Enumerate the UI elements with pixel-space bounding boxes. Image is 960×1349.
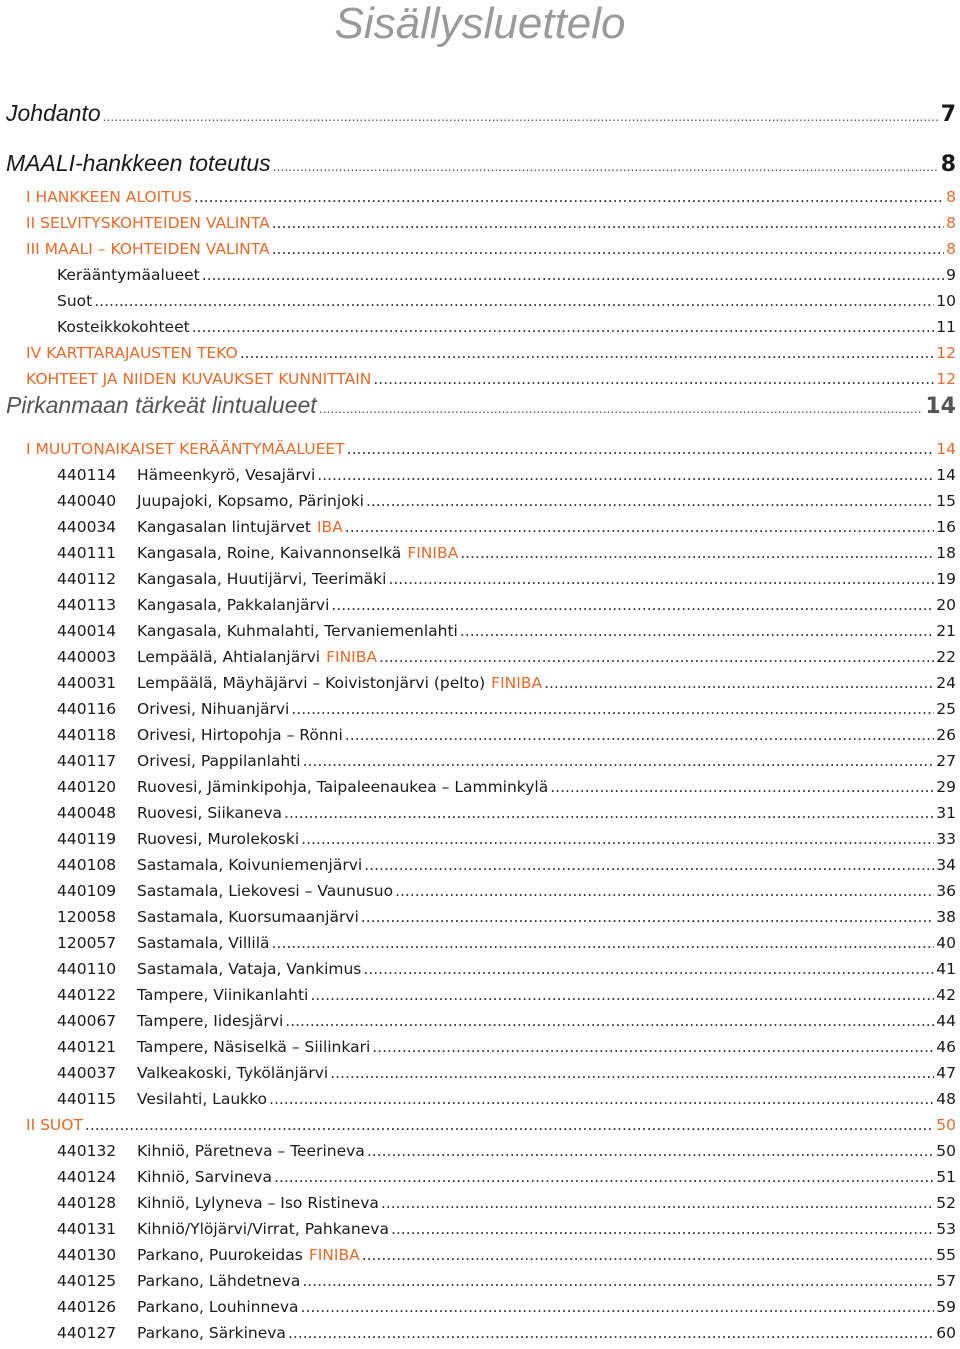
dot-leader bbox=[317, 466, 934, 484]
page-number: 55 bbox=[936, 1246, 956, 1264]
site-name: Parkano, Puurokeidas bbox=[137, 1246, 303, 1264]
dot-leader bbox=[301, 830, 934, 848]
designation-tag: FINIBA bbox=[308, 1246, 360, 1264]
site-name: Vesilahti, Laukko bbox=[137, 1090, 268, 1108]
dot-leader bbox=[274, 1168, 934, 1186]
site-code: 440116 bbox=[57, 700, 117, 718]
toc-entry bbox=[6, 150, 956, 177]
toc-entry bbox=[26, 214, 956, 232]
dot-leader bbox=[347, 440, 935, 458]
site-code: 440130 bbox=[57, 1246, 117, 1264]
toc-entry-label bbox=[57, 544, 458, 562]
toc-entry-label bbox=[57, 648, 377, 666]
dot-leader bbox=[240, 344, 935, 362]
site-name: Sastamala, Villilä bbox=[137, 934, 270, 952]
toc-entry bbox=[57, 986, 956, 1004]
site-code: 440132 bbox=[57, 1142, 117, 1160]
toc-entry bbox=[57, 266, 956, 284]
site-code: 440112 bbox=[57, 570, 117, 588]
dot-leader bbox=[310, 986, 934, 1004]
toc-entry bbox=[57, 518, 956, 536]
page-number: 8 bbox=[946, 214, 956, 232]
toc-entry bbox=[57, 570, 956, 588]
site-code: 440115 bbox=[57, 1090, 117, 1108]
toc-entry bbox=[57, 1142, 956, 1160]
subsection-label: Kosteikkokohteet bbox=[57, 318, 190, 336]
section-heading: I HANKKEEN ALOITUS bbox=[26, 188, 192, 206]
designation-tag: FINIBA bbox=[326, 648, 377, 666]
site-name: Tampere, Iidesjärvi bbox=[137, 1012, 284, 1030]
site-name: Kihniö, Päretneva – Teerineva bbox=[137, 1142, 365, 1160]
toc-entry bbox=[57, 318, 956, 336]
dot-leader bbox=[381, 1194, 934, 1212]
site-code: 440128 bbox=[57, 1194, 117, 1212]
site-name: Valkeakoski, Tykölänjärvi bbox=[137, 1064, 329, 1082]
toc-entry-label bbox=[57, 1194, 379, 1212]
toc-entry-label bbox=[57, 1038, 370, 1056]
page-number: 15 bbox=[936, 492, 956, 510]
section-heading: II SUOT bbox=[26, 1116, 83, 1134]
toc-entry-label bbox=[57, 804, 282, 822]
toc-entry bbox=[57, 1194, 956, 1212]
site-code: 440126 bbox=[57, 1298, 117, 1316]
dot-leader bbox=[302, 1272, 934, 1290]
toc-entry bbox=[57, 596, 956, 614]
toc-entry-label bbox=[57, 856, 362, 874]
site-name: Lempäälä, Ahtialanjärvi bbox=[137, 648, 321, 666]
page-number: 25 bbox=[936, 700, 956, 718]
site-code: 440108 bbox=[57, 856, 117, 874]
dot-leader bbox=[364, 856, 934, 874]
toc-entry bbox=[57, 466, 956, 484]
site-code: 440031 bbox=[57, 674, 117, 692]
toc-entry bbox=[26, 370, 956, 388]
page-number: 24 bbox=[936, 674, 956, 692]
site-code: 440003 bbox=[57, 648, 117, 666]
toc-entry bbox=[57, 622, 956, 640]
page-number: 19 bbox=[936, 570, 956, 588]
page-number: 36 bbox=[936, 882, 956, 900]
dot-leader bbox=[288, 1324, 934, 1342]
toc-entry-label bbox=[57, 596, 329, 614]
page-number: 14 bbox=[936, 440, 956, 458]
page-title: Sisällysluettelo bbox=[334, 0, 626, 48]
dot-leader bbox=[379, 648, 934, 666]
page-number: 42 bbox=[936, 986, 956, 1004]
designation-tag: IBA bbox=[316, 518, 343, 536]
site-name: Sastamala, Liekovesi – Vaunusuo bbox=[137, 882, 394, 900]
site-name: Tampere, Näsiselkä – Siilinkari bbox=[137, 1038, 371, 1056]
site-name: Parkano, Louhinneva bbox=[137, 1298, 299, 1316]
toc-entry-label bbox=[57, 908, 359, 926]
page-number: 14 bbox=[936, 466, 956, 484]
toc-entry-label bbox=[57, 1272, 300, 1290]
page-number: 57 bbox=[936, 1272, 956, 1290]
dot-leader bbox=[345, 518, 934, 536]
dot-leader bbox=[94, 292, 934, 310]
page-number: 14 bbox=[925, 394, 956, 419]
site-code: 440131 bbox=[57, 1220, 117, 1238]
site-name: Ruovesi, Jäminkipohja, Taipaleenaukea – Lamminkylä bbox=[137, 778, 549, 796]
dot-leader bbox=[388, 570, 934, 588]
designation-tag: FINIBA bbox=[407, 544, 459, 562]
page-number: 44 bbox=[936, 1012, 956, 1030]
dot-leader bbox=[363, 960, 934, 978]
toc-entry-label bbox=[57, 1090, 267, 1108]
page-number: 48 bbox=[936, 1090, 956, 1108]
page-number: 52 bbox=[936, 1194, 956, 1212]
toc-entry bbox=[57, 1038, 956, 1056]
toc-entry-label bbox=[57, 1142, 365, 1160]
toc-entry bbox=[26, 188, 956, 206]
toc-entry bbox=[57, 882, 956, 900]
page-number: 50 bbox=[936, 1116, 956, 1134]
page-number: 47 bbox=[936, 1064, 956, 1082]
toc-entry bbox=[6, 100, 956, 127]
section-heading: IV KARTTARAJAUSTEN TEKO bbox=[26, 344, 238, 362]
toc-entry-label bbox=[57, 674, 542, 692]
toc-entry bbox=[26, 440, 956, 458]
page-number: 38 bbox=[936, 908, 956, 926]
dot-leader bbox=[460, 544, 934, 562]
toc-entry bbox=[57, 700, 956, 718]
toc-entry bbox=[57, 1220, 956, 1238]
page-number: 21 bbox=[936, 622, 956, 640]
toc-entry bbox=[57, 1012, 956, 1030]
page-number: 53 bbox=[936, 1220, 956, 1238]
toc-entry-label bbox=[57, 466, 315, 484]
site-code: 440117 bbox=[57, 752, 117, 770]
dot-leader bbox=[367, 1142, 934, 1160]
toc-entry-label bbox=[57, 1246, 360, 1264]
page-number: 31 bbox=[936, 804, 956, 822]
page-number: 12 bbox=[936, 370, 956, 388]
section-heading: I MUUTONAIKAISET KERÄÄNTYMÄALUEET bbox=[26, 440, 345, 458]
toc-entry bbox=[57, 908, 956, 926]
page-number: 33 bbox=[936, 830, 956, 848]
site-code: 440037 bbox=[57, 1064, 117, 1082]
toc-entry bbox=[57, 804, 956, 822]
site-code: 440067 bbox=[57, 1012, 117, 1030]
page-number: 46 bbox=[936, 1038, 956, 1056]
toc-entry bbox=[57, 1272, 956, 1290]
chapter-heading: Johdanto bbox=[6, 100, 101, 126]
dot-leader bbox=[395, 882, 934, 900]
toc-entry bbox=[57, 292, 956, 310]
toc-entry-label bbox=[57, 960, 361, 978]
dot-leader bbox=[269, 1090, 934, 1108]
site-name: Orivesi, Nihuanjärvi bbox=[137, 700, 290, 718]
toc-entry-label bbox=[57, 726, 343, 744]
toc-entry-label bbox=[57, 518, 343, 536]
toc-entry-label bbox=[57, 1012, 283, 1030]
page-number: 11 bbox=[936, 318, 956, 336]
site-name: Hämeenkyrö, Vesajärvi bbox=[137, 466, 316, 484]
site-code: 440113 bbox=[57, 596, 117, 614]
page-number: 20 bbox=[936, 596, 956, 614]
toc-entry bbox=[57, 674, 956, 692]
page-number: 18 bbox=[936, 544, 956, 562]
page-number: 8 bbox=[940, 152, 956, 177]
dot-leader bbox=[194, 188, 944, 206]
dot-leader bbox=[331, 596, 934, 614]
page-number: 60 bbox=[936, 1324, 956, 1342]
toc-entry-label bbox=[57, 882, 393, 900]
page-number: 50 bbox=[936, 1142, 956, 1160]
dot-leader bbox=[285, 1012, 934, 1030]
toc-entry bbox=[57, 778, 956, 796]
site-code: 440124 bbox=[57, 1168, 117, 1186]
page-number: 59 bbox=[936, 1298, 956, 1316]
page-number: 22 bbox=[936, 648, 956, 666]
page-number: 8 bbox=[946, 188, 956, 206]
toc-entry bbox=[57, 492, 956, 510]
dot-leader bbox=[366, 492, 934, 510]
site-code: 440125 bbox=[57, 1272, 117, 1290]
page-number: 12 bbox=[936, 344, 956, 362]
section-heading: II SELVITYSKOHTEIDEN VALINTA bbox=[26, 214, 270, 232]
site-code: 440118 bbox=[57, 726, 117, 744]
page-number: 26 bbox=[936, 726, 956, 744]
toc-entry bbox=[57, 648, 956, 666]
site-code: 440110 bbox=[57, 960, 117, 978]
site-code: 440120 bbox=[57, 778, 117, 796]
page-number: 40 bbox=[936, 934, 956, 952]
dot-leader bbox=[319, 400, 924, 416]
page-number: 29 bbox=[936, 778, 956, 796]
toc-entry bbox=[26, 344, 956, 362]
toc-entry-label bbox=[57, 1298, 299, 1316]
dot-leader bbox=[103, 108, 939, 124]
toc-entry bbox=[57, 1168, 956, 1186]
site-name: Juupajoki, Kopsamo, Pärinjoki bbox=[137, 492, 364, 510]
section-heading: III MAALI – KOHTEIDEN VALINTA bbox=[26, 240, 270, 258]
toc-entry bbox=[57, 830, 956, 848]
dot-leader bbox=[550, 778, 934, 796]
toc-entry bbox=[57, 934, 956, 952]
toc-entry bbox=[57, 752, 956, 770]
site-name: Sastamala, Koivuniemenjärvi bbox=[137, 856, 363, 874]
toc-entry bbox=[57, 544, 956, 562]
toc-entry-label bbox=[57, 986, 308, 1004]
toc-entry bbox=[6, 392, 956, 419]
dot-leader bbox=[202, 266, 944, 284]
site-name: Kangasala, Roine, Kaivannonselkä bbox=[137, 544, 402, 562]
site-code: 120058 bbox=[57, 908, 117, 926]
subsection-label: Kerääntymäalueet bbox=[57, 266, 200, 284]
site-code: 440111 bbox=[57, 544, 117, 562]
dot-leader bbox=[391, 1220, 934, 1238]
dot-leader bbox=[85, 1116, 934, 1134]
page-number: 51 bbox=[936, 1168, 956, 1186]
site-name: Kihniö/Ylöjärvi/Virrat, Pahkaneva bbox=[137, 1220, 389, 1238]
subsection-label: Suot bbox=[57, 292, 93, 310]
toc-entry-label bbox=[57, 1168, 272, 1186]
dot-leader bbox=[330, 1064, 934, 1082]
site-name: Kihniö, Sarvineva bbox=[137, 1168, 272, 1186]
site-code: 440119 bbox=[57, 830, 117, 848]
toc-entry bbox=[57, 1324, 956, 1342]
site-name: Parkano, Lähdetneva bbox=[137, 1272, 301, 1290]
toc-entry bbox=[57, 1064, 956, 1082]
toc-entry bbox=[57, 1090, 956, 1108]
toc-entry-label bbox=[57, 752, 301, 770]
dot-leader bbox=[544, 674, 934, 692]
section-heading: KOHTEET JA NIIDEN KUVAUKSET KUNNITTAIN bbox=[26, 370, 372, 388]
designation-tag: FINIBA bbox=[491, 674, 543, 692]
toc-entry-label bbox=[57, 1220, 389, 1238]
dot-leader bbox=[361, 908, 934, 926]
site-code: 440122 bbox=[57, 986, 117, 1004]
toc-entry bbox=[26, 240, 956, 258]
dot-leader bbox=[291, 700, 934, 718]
toc-entry-label bbox=[57, 622, 458, 640]
page-number: 41 bbox=[936, 960, 956, 978]
site-name: Kangasalan lintujärvet bbox=[137, 518, 311, 536]
chapter-heading: Pirkanmaan tärkeät lintualueet bbox=[6, 392, 317, 418]
dot-leader bbox=[273, 158, 939, 174]
toc-entry-label bbox=[57, 1064, 328, 1082]
toc-entry-label bbox=[57, 700, 289, 718]
page-number: 8 bbox=[946, 240, 956, 258]
toc-entry bbox=[57, 1298, 956, 1316]
dot-leader bbox=[345, 726, 934, 744]
dot-leader bbox=[301, 1298, 935, 1316]
page-number: 16 bbox=[936, 518, 956, 536]
site-name: Orivesi, Pappilanlahti bbox=[137, 752, 301, 770]
site-name: Kihniö, Lylyneva – Iso Ristineva bbox=[137, 1194, 379, 1212]
toc-entry-label bbox=[57, 934, 270, 952]
toc-entry-label bbox=[57, 492, 364, 510]
site-code: 440034 bbox=[57, 518, 117, 536]
dot-leader bbox=[284, 804, 934, 822]
site-code: 440109 bbox=[57, 882, 117, 900]
page-number: 7 bbox=[940, 102, 956, 127]
dot-leader bbox=[373, 370, 934, 388]
dot-leader bbox=[272, 934, 935, 952]
dot-leader bbox=[372, 1038, 934, 1056]
toc-entry bbox=[57, 960, 956, 978]
site-name: Sastamala, Vataja, Vankimus bbox=[137, 960, 362, 978]
site-name: Sastamala, Kuorsumaanjärvi bbox=[137, 908, 359, 926]
toc-entry-label bbox=[57, 778, 548, 796]
page-number: 10 bbox=[936, 292, 956, 310]
chapter-heading: MAALI-hankkeen toteutus bbox=[6, 150, 271, 176]
site-name: Lempäälä, Mäyhäjärvi – Koivistonjärvi (pelto) bbox=[137, 674, 486, 692]
site-code: 440048 bbox=[57, 804, 117, 822]
toc-entry bbox=[26, 1116, 956, 1134]
site-name: Kangasala, Huutijärvi, Teerimäki bbox=[137, 570, 387, 588]
site-code: 440114 bbox=[57, 466, 117, 484]
toc-entry-label bbox=[57, 570, 386, 588]
site-name: Parkano, Särkineva bbox=[137, 1324, 286, 1342]
page-number: 27 bbox=[936, 752, 956, 770]
site-name: Kangasala, Pakkalanjärvi bbox=[137, 596, 330, 614]
page-number: 9 bbox=[946, 266, 956, 284]
site-name: Ruovesi, Murolekoski bbox=[137, 830, 300, 848]
page-number: 34 bbox=[936, 856, 956, 874]
site-code: 440121 bbox=[57, 1038, 117, 1056]
toc-entry bbox=[57, 1246, 956, 1264]
site-name: Orivesi, Hirtopohja – Rönni bbox=[137, 726, 343, 744]
dot-leader bbox=[362, 1246, 935, 1264]
toc-entry-label bbox=[57, 830, 299, 848]
site-name: Tampere, Viinikanlahti bbox=[137, 986, 309, 1004]
dot-leader bbox=[303, 752, 935, 770]
site-name: Ruovesi, Siikaneva bbox=[137, 804, 283, 822]
site-code: 120057 bbox=[57, 934, 117, 952]
dot-leader bbox=[272, 214, 944, 232]
dot-leader bbox=[460, 622, 934, 640]
toc-entry bbox=[57, 856, 956, 874]
site-code: 440127 bbox=[57, 1324, 117, 1342]
toc-entry-label bbox=[57, 1324, 286, 1342]
toc-entry bbox=[57, 726, 956, 744]
dot-leader bbox=[272, 240, 945, 258]
site-code: 440040 bbox=[57, 492, 117, 510]
site-code: 440014 bbox=[57, 622, 117, 640]
dot-leader bbox=[192, 318, 935, 336]
site-name: Kangasala, Kuhmalahti, Tervaniemenlahti bbox=[137, 622, 458, 640]
